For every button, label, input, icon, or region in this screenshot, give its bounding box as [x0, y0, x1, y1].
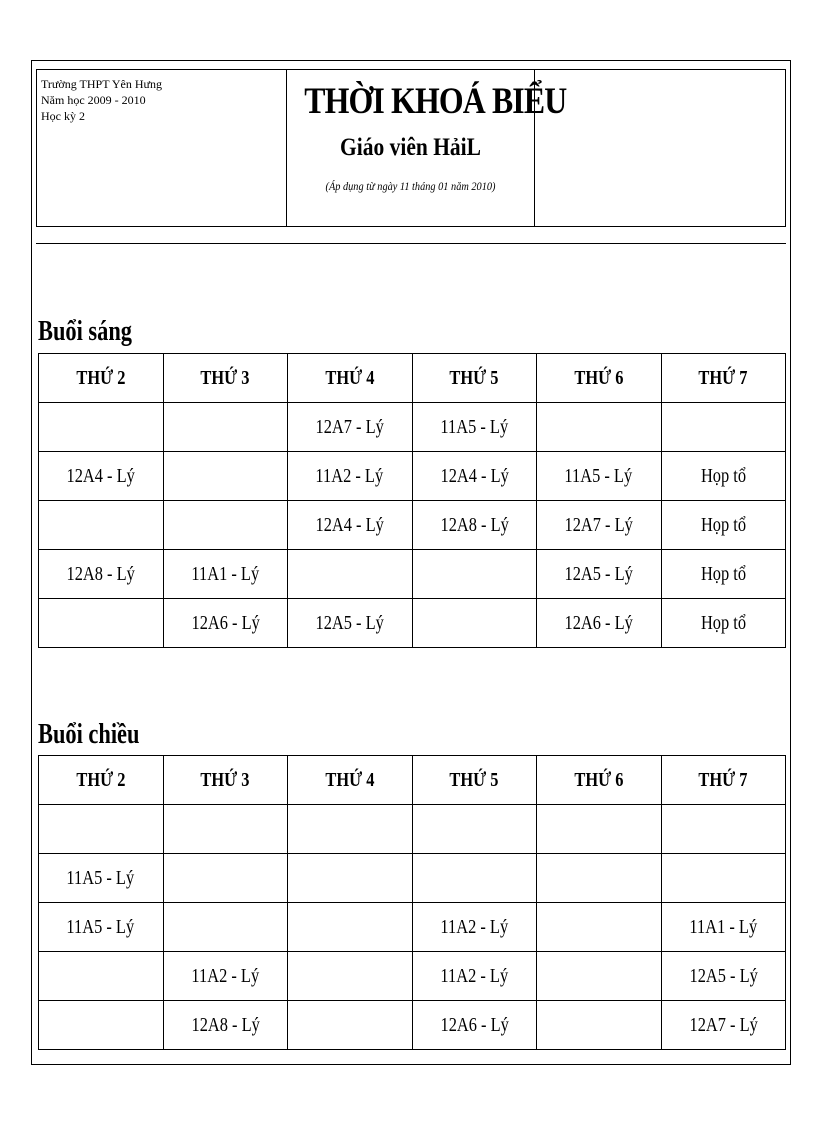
day-header-label: THỨ 3: [200, 366, 250, 389]
applied-from: (Áp dụng từ ngày 11 tháng 01 năm 2010): [325, 179, 496, 193]
timetable-cell: [288, 952, 413, 1001]
timetable-cell: [412, 1001, 537, 1050]
day-header-label: THỨ 4: [325, 366, 375, 389]
timetable-cell: [661, 903, 786, 952]
cell-text: 12A7 - Lý: [315, 415, 384, 438]
horizontal-divider: [36, 243, 786, 244]
table-row: [39, 599, 786, 648]
day-header-label: THỨ 2: [76, 768, 126, 791]
timetable-cell: [163, 1001, 288, 1050]
timetable-cell: [661, 452, 786, 501]
timetable-cell: [288, 805, 413, 854]
timetable-cell: [412, 599, 537, 648]
table-row: [39, 854, 786, 903]
timetable-cell: [288, 1001, 413, 1050]
teacher-name: Giáo viên HảiL: [340, 134, 481, 161]
day-header: [661, 756, 786, 805]
table-row: [39, 903, 786, 952]
day-header-label: THỨ 6: [574, 366, 624, 389]
timetable-cell: [412, 952, 537, 1001]
timetable-cell: [412, 501, 537, 550]
afternoon-timetable: [38, 755, 786, 1050]
timetable-cell: [661, 599, 786, 648]
timetable-cell: [537, 403, 662, 452]
cell-text: 11A2 - Lý: [440, 964, 509, 987]
cell-text: 11A5 - Lý: [66, 866, 135, 889]
timetable-cell: [39, 501, 164, 550]
timetable-cell: [288, 403, 413, 452]
day-header-label: THỨ 5: [449, 366, 499, 389]
title-block: [287, 70, 567, 226]
timetable-cell: [661, 550, 786, 599]
cell-text: 11A5 - Lý: [66, 915, 135, 938]
table-row: [39, 1001, 786, 1050]
cell-text: 12A4 - Lý: [315, 513, 384, 536]
day-header: [661, 354, 786, 403]
timetable-cell: [163, 599, 288, 648]
cell-text: Họp tổ: [700, 464, 746, 487]
day-header: [412, 354, 537, 403]
cell-text: 12A4 - Lý: [440, 464, 509, 487]
day-header: [163, 756, 288, 805]
cell-text: Họp tổ: [700, 513, 746, 536]
day-header-label: THỨ 6: [574, 768, 624, 791]
cell-text: 11A1 - Lý: [191, 562, 260, 585]
table-row: [39, 501, 786, 550]
timetable-cell: [661, 854, 786, 903]
document-title: THỜI KHOÁ BIỂU: [304, 81, 567, 122]
timetable-cell: [537, 452, 662, 501]
day-header: [288, 756, 413, 805]
timetable-cell: [39, 903, 164, 952]
cell-text: 12A8 - Lý: [66, 562, 135, 585]
timetable-cell: [412, 805, 537, 854]
header-box: [36, 69, 786, 227]
timetable-cell: [288, 501, 413, 550]
cell-text: 12A7 - Lý: [564, 513, 633, 536]
timetable-cell: [163, 952, 288, 1001]
cell-text: 12A6 - Lý: [191, 611, 260, 634]
cell-text: Họp tổ: [700, 611, 746, 634]
day-header-label: THỨ 2: [76, 366, 126, 389]
timetable-cell: [661, 952, 786, 1001]
timetable-cell: [412, 854, 537, 903]
timetable-cell: [412, 903, 537, 952]
cell-text: 11A2 - Lý: [440, 915, 509, 938]
day-header: [39, 354, 164, 403]
cell-text: 12A4 - Lý: [66, 464, 135, 487]
timetable-cell: [537, 501, 662, 550]
day-header: [537, 756, 662, 805]
cell-text: 12A5 - Lý: [689, 964, 758, 987]
cell-text: 11A2 - Lý: [191, 964, 260, 987]
timetable-cell: [537, 854, 662, 903]
timetable-cell: [39, 805, 164, 854]
table-row: [39, 403, 786, 452]
timetable-cell: [661, 501, 786, 550]
timetable-cell: [412, 550, 537, 599]
timetable-cell: [412, 452, 537, 501]
header-empty-cell: [535, 70, 785, 226]
table-row: [39, 952, 786, 1001]
school-year: Năm học 2009 - 2010: [41, 93, 146, 107]
timetable-cell: [288, 550, 413, 599]
day-header: [39, 756, 164, 805]
semester: Học kỳ 2: [41, 109, 85, 123]
timetable-cell: [39, 854, 164, 903]
timetable-cell: [163, 452, 288, 501]
timetable-cell: [288, 599, 413, 648]
day-header: [412, 756, 537, 805]
timetable-cell: [39, 403, 164, 452]
table-row: [39, 550, 786, 599]
cell-text: 11A1 - Lý: [689, 915, 758, 938]
cell-text: 12A8 - Lý: [191, 1013, 260, 1036]
timetable-cell: [39, 550, 164, 599]
day-header-label: THỨ 5: [449, 768, 499, 791]
day-header: [537, 354, 662, 403]
timetable-cell: [288, 452, 413, 501]
timetable-cell: [39, 452, 164, 501]
day-header-label: THỨ 3: [200, 768, 250, 791]
timetable-cell: [39, 1001, 164, 1050]
timetable-cell: [163, 903, 288, 952]
morning-timetable: [38, 353, 786, 648]
timetable-cell: [163, 403, 288, 452]
cell-text: 12A6 - Lý: [440, 1013, 509, 1036]
timetable-cell: [537, 550, 662, 599]
timetable-cell: [163, 501, 288, 550]
timetable-cell: [39, 599, 164, 648]
school-info: [37, 70, 287, 226]
timetable-cell: [288, 854, 413, 903]
timetable-cell: [163, 550, 288, 599]
day-header: [288, 354, 413, 403]
day-header-label: THỨ 7: [698, 768, 748, 791]
afternoon-section-title: Buổi chiều: [38, 719, 140, 750]
table-header-row: [39, 354, 786, 403]
timetable-cell: [661, 403, 786, 452]
timetable-cell: [537, 599, 662, 648]
cell-text: Họp tổ: [700, 562, 746, 585]
cell-text: 12A5 - Lý: [564, 562, 633, 585]
timetable-cell: [537, 1001, 662, 1050]
cell-text: 12A7 - Lý: [689, 1013, 758, 1036]
timetable-cell: [163, 805, 288, 854]
table-header-row: [39, 756, 786, 805]
day-header-label: THỨ 7: [698, 366, 748, 389]
cell-text: 12A6 - Lý: [564, 611, 633, 634]
cell-text: 12A5 - Lý: [315, 611, 384, 634]
school-name: Trường THPT Yên Hưng: [41, 77, 163, 91]
timetable-cell: [288, 903, 413, 952]
timetable-cell: [537, 903, 662, 952]
timetable-cell: [412, 403, 537, 452]
timetable-cell: [661, 805, 786, 854]
cell-text: 12A8 - Lý: [440, 513, 509, 536]
timetable-cell: [39, 952, 164, 1001]
cell-text: 11A5 - Lý: [440, 415, 509, 438]
morning-section-title: Buổi sáng: [38, 316, 132, 347]
day-header: [163, 354, 288, 403]
timetable-cell: [537, 952, 662, 1001]
cell-text: 11A5 - Lý: [564, 464, 633, 487]
timetable-cell: [163, 854, 288, 903]
table-row: [39, 452, 786, 501]
table-row: [39, 805, 786, 854]
day-header-label: THỨ 4: [325, 768, 375, 791]
timetable-cell: [661, 1001, 786, 1050]
cell-text: 11A2 - Lý: [315, 464, 384, 487]
timetable-cell: [537, 805, 662, 854]
